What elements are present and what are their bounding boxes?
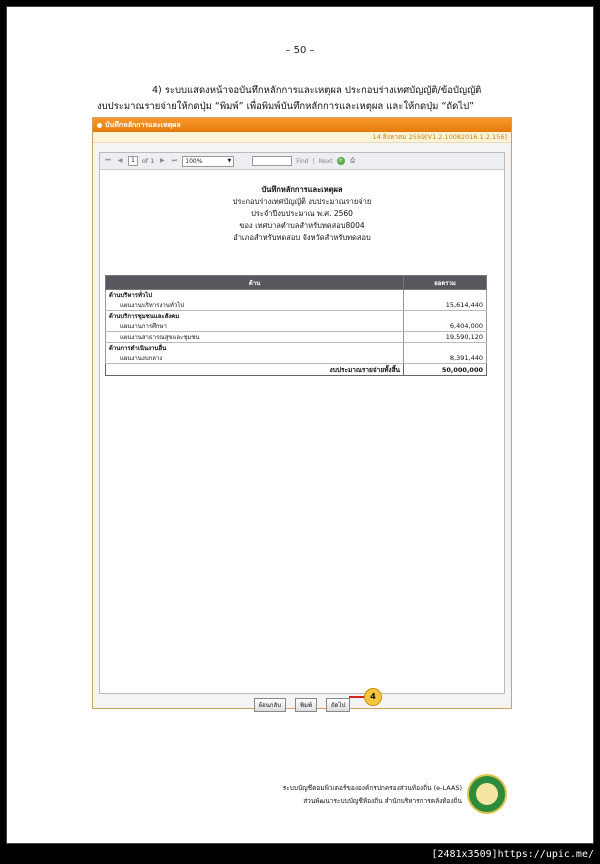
row-value xyxy=(404,343,487,354)
app-window-screenshot xyxy=(92,117,512,709)
report-viewer xyxy=(99,152,505,694)
bullet-icon xyxy=(97,123,102,128)
footer-line-2: ส่วนพัฒนาระบบบัญชีท้องถิ่น สำนักบริหารการคลังท้องถิ่น xyxy=(303,797,462,805)
footer-line-1: ระบบบัญชีคอมพิวเตอร์ขององค์กรปกครองส่วนท้องถิ่น (e-LAAS) xyxy=(282,784,462,792)
viewer-toolbar: ⏮ ◀ 1 of 1 ▶ ⏭ 100% ▼ Find | Next ⟳ ⎙ xyxy=(100,153,504,170)
page-input[interactable]: 1 xyxy=(128,156,138,166)
table-row xyxy=(106,321,487,332)
report-line-4: ของ เทศบาลตำบลสำหรับทดสอบ8004 xyxy=(239,221,365,230)
row-value: 19,590,120 xyxy=(404,332,487,343)
watermark: [2481x3509]https://upic.me/ xyxy=(431,849,594,860)
row-label: แผนงานงบกลาง xyxy=(106,353,404,364)
table-row xyxy=(106,300,487,311)
last-page-icon[interactable]: ⏭ xyxy=(171,157,177,164)
report-line-2: ประกอบร่างเทศบัญญัติ งบประมาณรายจ่าย xyxy=(232,197,372,206)
page-of-label: of 1 xyxy=(141,157,155,165)
find-link[interactable]: Find xyxy=(296,157,309,165)
row-label: แผนงานบริหารงานทั่วไป xyxy=(106,300,404,311)
table-row xyxy=(106,353,487,364)
report-line-3: ประจำปีงบประมาณ พ.ศ. 2560 xyxy=(251,209,353,218)
row-value: 15,614,440 xyxy=(404,300,487,311)
instruction-paragraph xyxy=(97,83,517,115)
table-row xyxy=(106,332,487,343)
row-value xyxy=(404,290,487,301)
row-label: แผนงานการศึกษา xyxy=(106,321,404,332)
category-row xyxy=(106,290,487,301)
total-label: งบประมาณรายจ่ายทั้งสิ้น xyxy=(106,364,404,376)
callout-marker: 4 xyxy=(364,688,382,706)
next-link[interactable]: Next xyxy=(318,157,333,165)
department-logo-icon xyxy=(467,774,507,814)
paragraph-line-2: งบประมาณรายจ่ายให้กดปุ่ม “พิมพ์” เพื่อพิมพ์บันทึกหลักการและเหตุผล และให้กดปุ่ม “ถัดไป” xyxy=(97,101,475,112)
next-page-icon[interactable]: ▶ xyxy=(159,157,165,164)
report-line-5: อำเภอสำหรับทดสอบ จังหวัดสำหรับทดสอบ xyxy=(233,233,371,242)
footer xyxy=(230,782,462,808)
zoom-select[interactable]: 100% ▼ xyxy=(182,156,234,167)
next-button[interactable]: ถัดไป xyxy=(326,698,350,712)
total-row xyxy=(106,364,487,376)
find-input[interactable] xyxy=(252,156,292,166)
row-value xyxy=(404,311,487,322)
report-table xyxy=(105,275,487,376)
col-header-side: ด้าน xyxy=(106,276,404,290)
col-header-total: ยอดรวม xyxy=(404,276,487,290)
row-value: 6,404,000 xyxy=(404,321,487,332)
back-button[interactable]: ย้อนกลับ xyxy=(254,698,286,712)
category-row xyxy=(106,311,487,322)
print-button[interactable]: พิมพ์ xyxy=(295,698,317,712)
category-row xyxy=(106,343,487,354)
row-label: แผนงานสาธารณสุขและชุมชน xyxy=(106,332,404,343)
button-row xyxy=(93,692,511,712)
row-label: ด้านการดำเนินงานอื่น xyxy=(106,343,404,354)
refresh-icon[interactable]: ⟳ xyxy=(338,158,343,164)
window-title: บันทึกหลักการและเหตุผล xyxy=(105,121,181,129)
first-page-icon[interactable]: ⏮ xyxy=(105,157,111,164)
page-number: – 50 – xyxy=(285,45,315,56)
total-value: 50,000,000 xyxy=(404,364,487,376)
paragraph-line-1: 4) ระบบแสดงหน้าจอบันทึกหลักการและเหตุผล ประกอบร่างเทศบัญญัติ/ข้อบัญญัติ xyxy=(152,85,482,96)
report-title: บันทึกหลักการและเหตุผล xyxy=(261,185,343,194)
row-label: ด้านบริหารทั่วไป xyxy=(106,290,404,301)
prev-page-icon[interactable]: ◀ xyxy=(117,157,123,164)
window-title-bar xyxy=(93,118,511,132)
report-header xyxy=(100,184,504,244)
row-label: ด้านบริการชุมชนและสังคม xyxy=(106,311,404,322)
row-value: 8,391,440 xyxy=(404,353,487,364)
date-version-bar: 14 สิงหาคม 2559[V1.2.10082016.1.2.156] xyxy=(93,132,511,143)
print-icon[interactable]: ⎙ xyxy=(350,157,356,164)
